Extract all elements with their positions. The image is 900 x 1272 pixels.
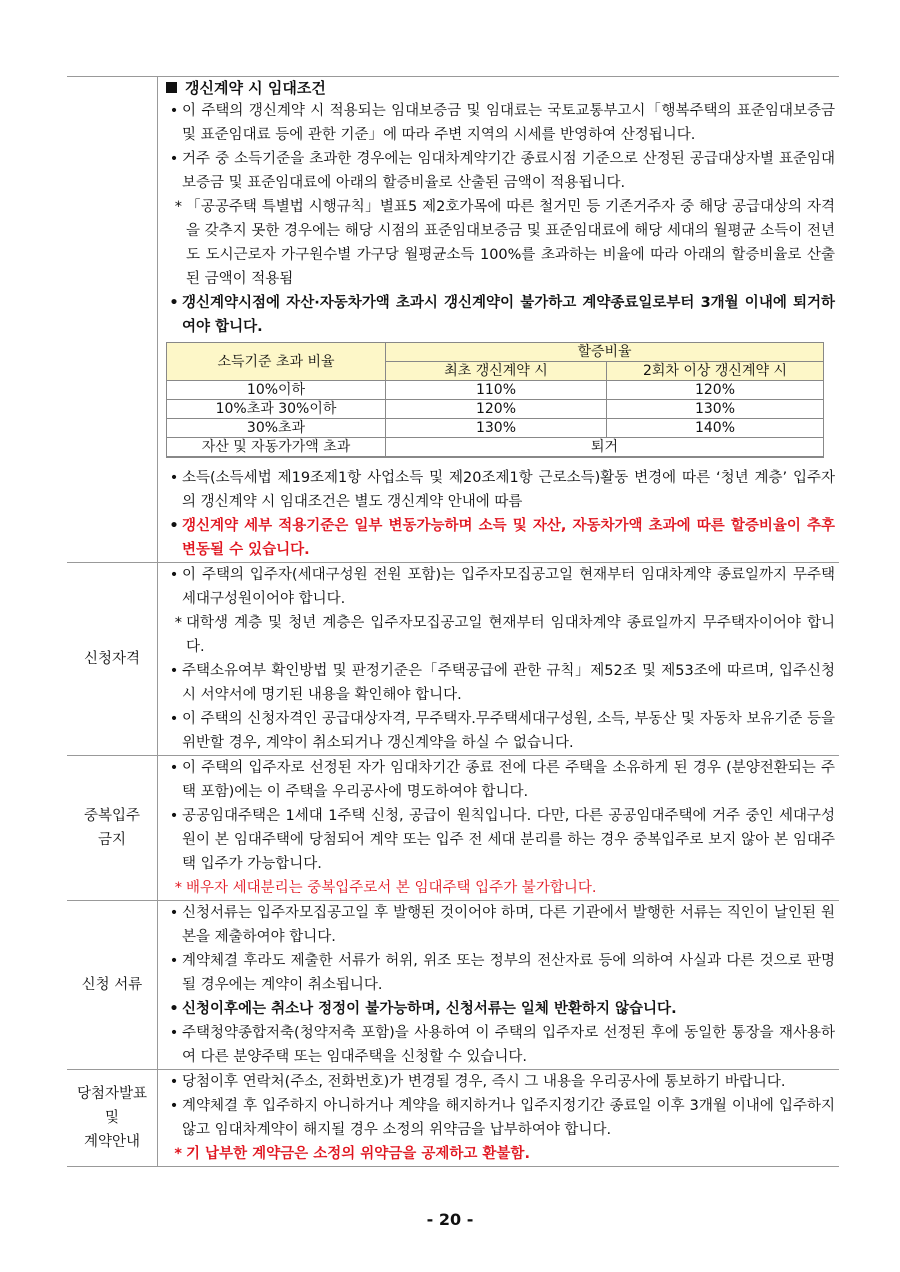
list-item: • 소득(소득세법 제19조제1항 사업소득 및 제20조제1항 근로소득)활동 변경에 따른 ‘청년 계층’ 입주자의 갱신계약 시 임대조건은 별도 갱신계약 안내에 따름 xyxy=(169,470,835,510)
note-item-warning: * 기 납부한 계약금은 소정의 위약금을 공제하고 환불함. xyxy=(174,1146,530,1162)
list-item: • 계약체결 후 입주하지 아니하거나 계약을 해지하거나 입주지정기간 종료일 이후 3개월 이내에 입주하지 않고 임대차계약이 해지될 경우 소정의 위약금을 납부하여야 합니다. xyxy=(169,1098,835,1138)
table-row xyxy=(167,438,824,458)
table-header-rate: 할증비율 xyxy=(386,343,824,362)
table-row xyxy=(167,400,824,419)
list-item-bold: • 신청이후에는 취소나 정정이 불가능하며, 신청서류는 일체 반환하지 않습니다. xyxy=(169,1001,677,1017)
duplicate-row xyxy=(67,756,839,901)
list-item: • 이 주택의 갱신계약 시 적용되는 임대보증금 및 임대료는 국토교통부고시「행복주택의 표준임대보증금 및 표준임대료 등에 관한 기준」에 따라 주변 지역의 시세를 반영하여 산정됩니다. xyxy=(169,103,835,143)
list-item: • 거주 중 소득기준을 초과한 경우에는 임대차계약기간 종료시점 기준으로 산정된 공급대상자별 표준임대보증금 및 표준임대료에 아래의 할증비율로 산출된 금액이 적용됩니다. xyxy=(169,151,835,191)
list-item: • 이 주택의 입주자로 선정된 자가 임대차기간 종료 전에 다른 주택을 소유하게 된 경우 (분양전환되는 주택 포함)에는 이 주택을 우리공사에 명도하여야 합니다. xyxy=(169,760,835,800)
note-item: * 「공공주택 특별법 시행규칙」별표5 제2호가목에 따른 철거민 등 기존거주자 중 해당 공급대상의 자격을 갖추지 못한 경우에는 해당 시점의 표준임대보증금 및 표준임대료에 해당 세대의 월평균 소득이 전년도 도시근로자 가구원수별 가구당 월평균소득 100%를 초과하는 비율에 따라 아래의 할증비율로 산출된 금액이 적용됨 xyxy=(174,199,835,287)
table-cell: 120% xyxy=(386,400,607,419)
section-title: 갱신계약 시 임대조건 xyxy=(166,77,835,99)
table-header-first: 최초 갱신계약 시 xyxy=(386,362,607,381)
list-item: • 주택소유여부 확인방법 및 판정기준은「주택공급에 관한 규칙」제52조 및 제53조에 따르며, 입주신청 시 서약서에 명기된 내용을 확인해야 합니다. xyxy=(169,663,835,703)
table-cell: 10%초과 30%이하 xyxy=(167,400,386,419)
list-item: • 이 주택의 입주자(세대구성원 전원 포함)는 입주자모집공고일 현재부터 임대차계약 종료일까지 무주택세대구성원이어야 합니다. xyxy=(169,567,835,607)
list-item: • 계약체결 후라도 제출한 서류가 허위, 위조 또는 정부의 전산자료 등에 의하여 사실과 다른 것으로 판명될 경우에는 계약이 취소됩니다. xyxy=(169,953,835,993)
list-item-warning: • 갱신계약 세부 적용기준은 일부 변동가능하며 소득 및 자산, 자동차가액 초과에 따른 할증비율이 추후 변동될 수 있습니다. xyxy=(169,518,835,558)
table-row xyxy=(167,419,824,438)
table-cell: 10%이하 xyxy=(167,381,386,400)
list-item: • 주택청약종합저축(청약저축 포함)을 사용하여 이 주택의 입주자로 선정된 후에 동일한 통장을 재사용하여 다른 분양주택 또는 임대주택을 신청할 수 있습니다. xyxy=(169,1025,835,1065)
list-item-bold: • 갱신계약시점에 자산·자동차가액 초과시 갱신계약이 불가하고 계약종료일로부터 3개월 이내에 퇴거하여야 합니다. xyxy=(169,295,835,335)
table-cell: 110% xyxy=(386,381,607,400)
table-header-second: 2회차 이상 갱신계약 시 xyxy=(607,362,824,381)
list-item: • 당첨이후 연락처(주소, 전화번호)가 변경될 경우, 즉시 그 내용을 우리공사에 통보하기 바랍니다. xyxy=(169,1074,786,1090)
renewal-label-cell xyxy=(67,77,158,562)
table-cell: 120% xyxy=(607,381,824,400)
table-row xyxy=(167,381,824,400)
table-cell: 140% xyxy=(607,419,824,438)
square-bullet-icon xyxy=(166,82,177,93)
list-item: • 이 주택의 신청자격인 공급대상자격, 무주택자.무주택세대구성원, 소득, 부동산 및 자동차 보유기준 등을 위반할 경우, 계약이 취소되거나 갱신계약을 하실 수 없습니다. xyxy=(169,711,835,751)
documents-label: 신청 서류 xyxy=(67,901,158,1069)
contract-row xyxy=(67,1070,839,1167)
eligibility-label: 신청자격 xyxy=(67,563,158,755)
note-item: * 대학생 계층 및 청년 계층은 입주자모집공고일 현재부터 임대차계약 종료일까지 무주택자이어야 합니다. xyxy=(174,615,835,655)
table-cell: 130% xyxy=(607,400,824,419)
document-table xyxy=(67,76,839,1167)
list-item: • 공공임대주택은 1세대 1주택 신청, 공급이 원칙입니다. 다만, 다른 공공임대주택에 거주 중인 세대구성원이 본 임대주택에 당첨되어 계약 또는 입주 전 세대 분리를 하는 경우 중복입주로 보지 않아 본 임대주택 입주가 가능합니다. xyxy=(169,808,835,872)
eligibility-body xyxy=(158,563,839,755)
renewal-row xyxy=(67,77,839,563)
duplicate-body xyxy=(158,756,839,900)
list-item: • 신청서류는 입주자모집공고일 후 발행된 것이어야 하며, 다른 기관에서 발행한 서류는 직인이 날인된 원본을 제출하여야 합니다. xyxy=(169,905,835,945)
contract-label: 당첨자발표 및 계약안내 xyxy=(67,1070,158,1166)
documents-body xyxy=(158,901,839,1069)
renewal-body xyxy=(158,77,839,562)
contract-body xyxy=(158,1070,839,1166)
table-cell: 30%초과 xyxy=(167,419,386,438)
table-cell: 자산 및 자동가가액 초과 xyxy=(167,438,386,458)
documents-row xyxy=(67,901,839,1070)
table-cell: 130% xyxy=(386,419,607,438)
surcharge-rate-table xyxy=(166,342,824,458)
table-cell: 퇴거 xyxy=(386,438,824,458)
eligibility-row xyxy=(67,563,839,756)
table-header-income: 소득기준 초과 비율 xyxy=(167,343,386,381)
duplicate-label: 중복입주 금지 xyxy=(67,756,158,900)
page-number: - 20 - xyxy=(426,1210,474,1229)
note-item-warning: * 배우자 세대분리는 중복입주로서 본 임대주택 입주가 불가합니다. xyxy=(174,880,597,896)
